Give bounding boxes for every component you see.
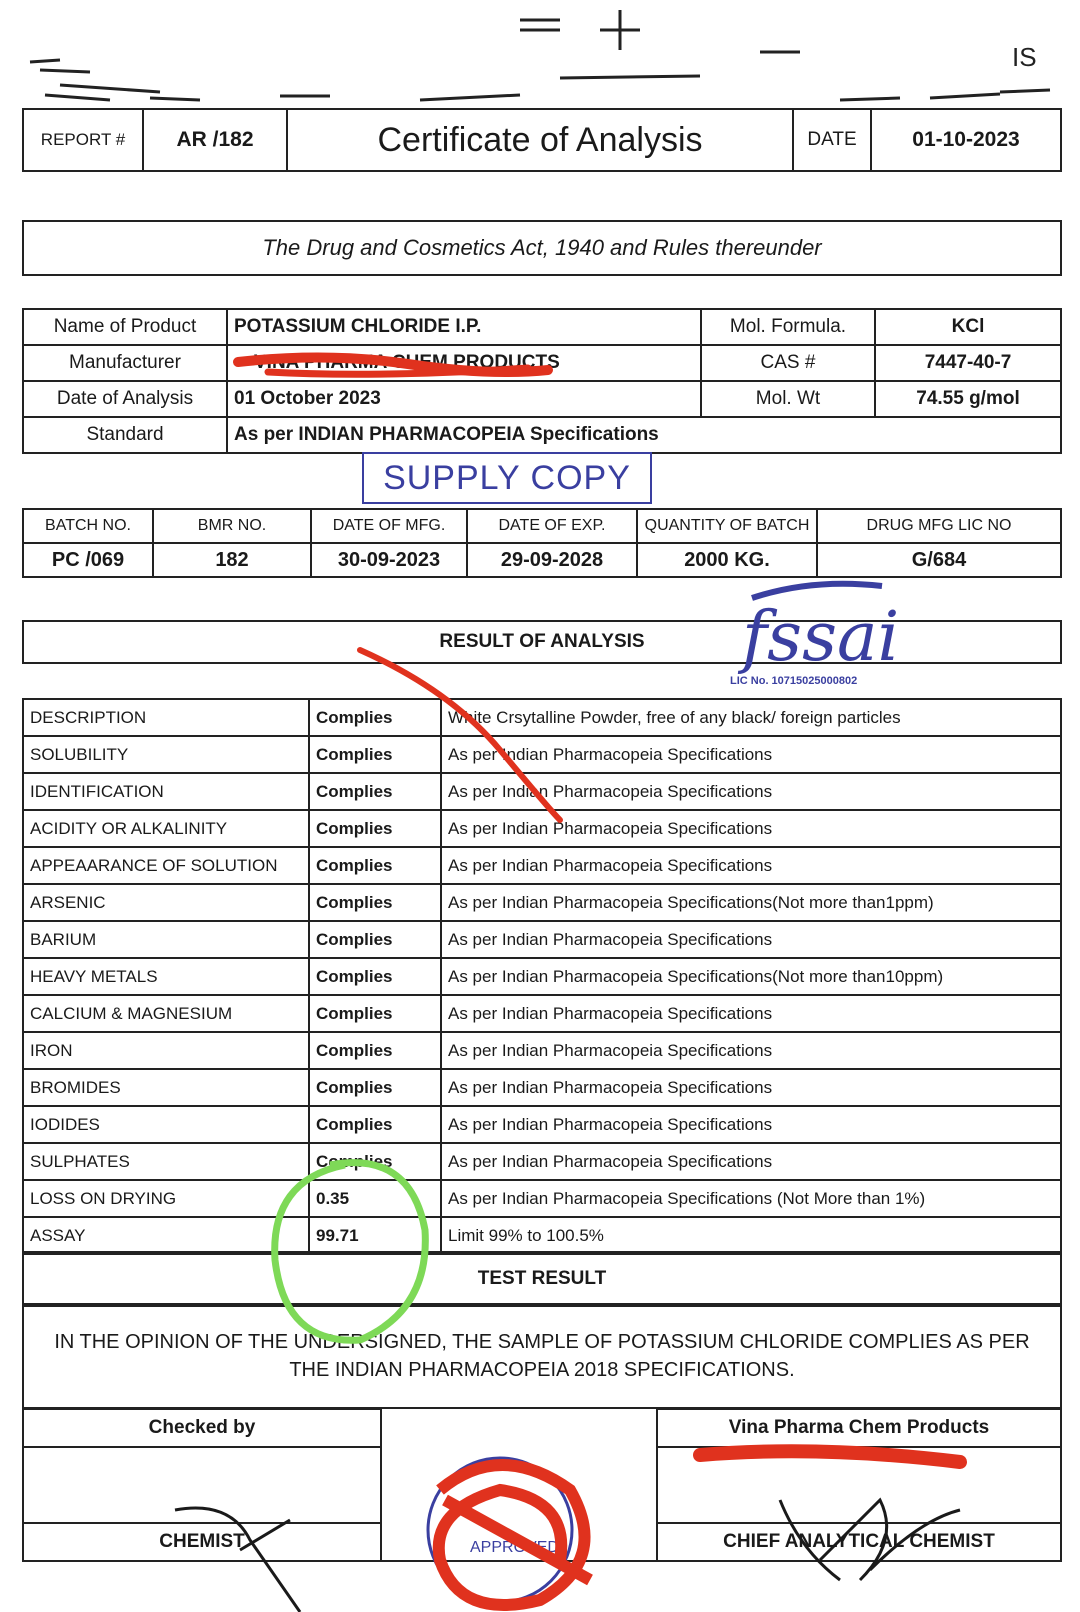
batch-value: PC /069 xyxy=(23,543,153,577)
test-name: DESCRIPTION xyxy=(23,699,309,736)
batch-value: 182 xyxy=(153,543,311,577)
header-noise xyxy=(0,0,1080,110)
fssai-license: LIC No. 10715025000802 xyxy=(730,675,858,687)
test-result-title: TEST RESULT xyxy=(22,1251,1062,1307)
test-spec: White Crsytalline Powder, free of any black/ foreign particles xyxy=(441,699,1061,736)
batch-header: BMR NO. xyxy=(153,509,311,543)
corner-mark: IS xyxy=(1012,42,1037,72)
test-spec: As per Indian Pharmacopeia Specifications xyxy=(441,736,1061,773)
batch-value: G/684 xyxy=(817,543,1061,577)
manufacturer-row xyxy=(23,345,1061,381)
test-result: Complies xyxy=(309,921,441,958)
test-result: Complies xyxy=(309,736,441,773)
formula-label: Mol. Formula. xyxy=(701,309,875,345)
test-name: SULPHATES xyxy=(23,1143,309,1180)
test-row xyxy=(23,810,1061,847)
report-label: REPORT # xyxy=(24,110,144,170)
test-spec: As per Indian Pharmacopeia Specifications(Not more than1ppm) xyxy=(441,884,1061,921)
test-result: Complies xyxy=(309,699,441,736)
date-label: DATE xyxy=(794,110,872,170)
test-name: SOLUBILITY xyxy=(23,736,309,773)
test-spec: As per Indian Pharmacopeia Specifications xyxy=(441,773,1061,810)
test-row xyxy=(23,995,1061,1032)
test-spec: As per Indian Pharmacopeia Specifications(Not more than10ppm) xyxy=(441,958,1061,995)
test-name: BARIUM xyxy=(23,921,309,958)
test-name: APPEAARANCE OF SOLUTION xyxy=(23,847,309,884)
test-name: BROMIDES xyxy=(23,1069,309,1106)
test-result: Complies xyxy=(309,884,441,921)
test-name: ARSENIC xyxy=(23,884,309,921)
batch-value: 30-09-2023 xyxy=(311,543,467,577)
chief-signature-space xyxy=(657,1447,1061,1523)
test-spec: As per Indian Pharmacopeia Specifications xyxy=(441,1106,1061,1143)
test-spec: As per Indian Pharmacopeia Specifications xyxy=(441,810,1061,847)
page-title: Certificate of Analysis xyxy=(288,110,794,170)
product-name-label: Name of Product xyxy=(23,309,227,345)
formula-value: KCl xyxy=(875,309,1061,345)
batch-header: DRUG MFG LIC NO xyxy=(817,509,1061,543)
analysis-date-row xyxy=(23,381,1061,417)
test-result: Complies xyxy=(309,1143,441,1180)
product-row xyxy=(23,309,1061,345)
company-name: Vina Pharma Chem Products xyxy=(728,1417,990,1438)
company-cell xyxy=(657,1409,1061,1447)
fssai-wordmark: fssai xyxy=(742,598,900,677)
signature-table xyxy=(22,1408,1062,1562)
test-name: LOSS ON DRYING xyxy=(23,1180,309,1217)
test-row xyxy=(23,736,1061,773)
standard-value: As per INDIAN PHARMACOPEIA Specifications xyxy=(227,417,1061,453)
header-row xyxy=(22,108,1062,172)
tests-table xyxy=(22,698,1062,1255)
test-name: IRON xyxy=(23,1032,309,1069)
report-number: AR /182 xyxy=(144,110,288,170)
standard-row xyxy=(23,417,1061,453)
test-name: ACIDITY OR ALKALINITY xyxy=(23,810,309,847)
test-row xyxy=(23,699,1061,736)
redaction-scribble xyxy=(228,350,558,380)
test-spec: As per Indian Pharmacopeia Specifications (Not More than 1%) xyxy=(441,1180,1061,1217)
test-spec: As per Indian Pharmacopeia Specifications xyxy=(441,995,1061,1032)
test-spec: As per Indian Pharmacopeia Specifications xyxy=(441,1069,1061,1106)
test-name: IDENTIFICATION xyxy=(23,773,309,810)
manufacturer-cell xyxy=(227,345,701,381)
batch-header: BATCH NO. xyxy=(23,509,153,543)
chemist-label: CHEMIST xyxy=(23,1523,381,1561)
batch-table xyxy=(22,508,1062,578)
test-name: HEAVY METALS xyxy=(23,958,309,995)
test-row xyxy=(23,1032,1061,1069)
test-result: Complies xyxy=(309,958,441,995)
batch-value-row xyxy=(23,543,1061,577)
certificate-date: 01-10-2023 xyxy=(912,128,1020,151)
batch-value: 2000 KG. xyxy=(637,543,817,577)
test-spec: As per Indian Pharmacopeia Specifications xyxy=(441,921,1061,958)
test-name: IODIDES xyxy=(23,1106,309,1143)
standard-label: Standard xyxy=(23,417,227,453)
test-result: Complies xyxy=(309,1106,441,1143)
test-result: Complies xyxy=(309,1032,441,1069)
product-name: POTASSIUM CHLORIDE I.P. xyxy=(227,309,701,345)
analysis-date-label: Date of Analysis xyxy=(23,381,227,417)
batch-header: DATE OF MFG. xyxy=(311,509,467,543)
molwt-label: Mol. Wt xyxy=(701,381,875,417)
batch-header: QUANTITY OF BATCH xyxy=(637,509,817,543)
test-result: Complies xyxy=(309,847,441,884)
test-row xyxy=(23,1069,1061,1106)
test-row xyxy=(23,958,1061,995)
test-row xyxy=(23,847,1061,884)
test-row xyxy=(23,1180,1061,1217)
chemist-signature-space xyxy=(23,1447,381,1523)
test-row xyxy=(23,884,1061,921)
test-row xyxy=(23,773,1061,810)
test-result: 99.71 xyxy=(309,1217,441,1254)
supply-copy-stamp: SUPPLY COPY xyxy=(362,452,652,504)
test-name: ASSAY xyxy=(23,1217,309,1254)
test-row xyxy=(23,1106,1061,1143)
approved-stamp-text: APPROVED xyxy=(470,1539,559,1556)
batch-value: 29-09-2028 xyxy=(467,543,637,577)
stamp-cell xyxy=(381,1409,657,1561)
manufacturer-value: VINA PHARMA CHEM PRODUCTS xyxy=(254,352,560,373)
test-spec: As per Indian Pharmacopeia Specifications xyxy=(441,1032,1061,1069)
signature-header-row xyxy=(23,1409,1061,1447)
chief-chemist-label: CHIEF ANALYTICAL CHEMIST xyxy=(657,1523,1061,1561)
product-table xyxy=(22,308,1062,454)
test-row xyxy=(23,1143,1061,1180)
test-name: CALCIUM & MAGNESIUM xyxy=(23,995,309,1032)
manufacturer-label: Manufacturer xyxy=(23,345,227,381)
cas-value: 7447-40-7 xyxy=(875,345,1061,381)
molwt-value: 74.55 g/mol xyxy=(875,381,1061,417)
cas-label: CAS # xyxy=(701,345,875,381)
test-spec: Limit 99% to 100.5% xyxy=(441,1217,1061,1254)
batch-header: DATE OF EXP. xyxy=(467,509,637,543)
test-row xyxy=(23,921,1061,958)
test-result: 0.35 xyxy=(309,1180,441,1217)
test-result: Complies xyxy=(309,1069,441,1106)
checked-by-label: Checked by xyxy=(23,1409,381,1447)
test-spec: As per Indian Pharmacopeia Specifications xyxy=(441,1143,1061,1180)
test-result: Complies xyxy=(309,995,441,1032)
act-line: The Drug and Cosmetics Act, 1940 and Rules thereunder xyxy=(22,220,1062,276)
batch-header-row xyxy=(23,509,1061,543)
opinion-text: IN THE OPINION OF THE UNDERSIGNED, THE SAMPLE OF POTASSIUM CHLORIDE COMPLIES AS PER THE INDIAN PHARMACOPEIA 2018 SPECIFICATIONS. xyxy=(22,1303,1062,1409)
fssai-logo xyxy=(722,578,912,698)
test-result: Complies xyxy=(309,810,441,847)
analysis-date: 01 October 2023 xyxy=(227,381,701,417)
test-row xyxy=(23,1217,1061,1254)
test-spec: As per Indian Pharmacopeia Specifications xyxy=(441,847,1061,884)
result-of-analysis-title: RESULT OF ANALYSIS xyxy=(22,620,1062,664)
test-result: Complies xyxy=(309,773,441,810)
